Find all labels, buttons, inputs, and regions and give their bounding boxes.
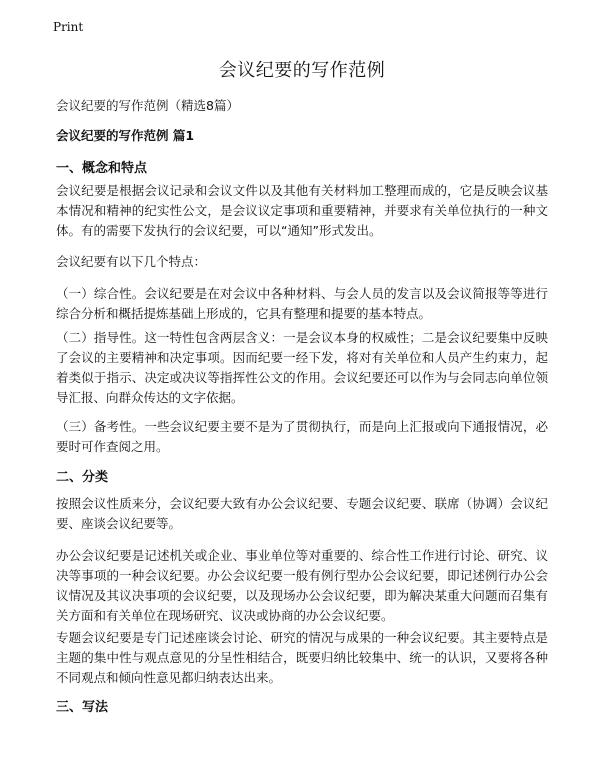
heading-types: 二、分类 [56,470,109,485]
paragraph-types-1: 按照会议性质来分，会议纪要大致有办公会议纪要、专题会议纪要、联席（协调）会议纪要、座谈会议纪要等。 [56,496,548,531]
section-title: 会议纪要的写作范例 篇1 [56,128,195,143]
paragraph-concept-1: 会议纪要是根据会议记录和会议文件以及其他有关材料加工整理而成的，它是反映会议基本情况和精神的纪实性公文，是会议议定事项和重要精神，并要求有关单位执行的一种文体。有的需要下发执行的会议纪要，可以“通知”形式发出。 [56,183,548,238]
paragraph-types-2: 办公会议纪要是记述机关或企业、事业单位等对重要的、综合性工作进行讨论、研究、议决等事项的一种会议纪要。办公会议纪要一般有例行型办公会议纪要，即记述例行办公会议情况及其议决事项的会议纪要，以及现场办公会议纪要，即为解决某重大问题而召集有关方面和有关单位在现场研究、议决或协商的办公会议纪要。 [56,548,548,623]
paragraph-feature-3: （三）备考性。一些会议纪要主要不是为了贯彻执行，而是向上汇报或向下通报情况，必要时可作查阅之用。 [56,419,548,454]
paragraph-feature-1: （一）综合性。会议纪要是在对会议中各种材料、与会人员的发言以及会议简报等等进行综合分析和概括提炼基础上形成的，它具有整理和提要的基本特点。 [56,286,548,321]
document-subtitle: 会议纪要的写作范例（精选8篇） [56,98,239,113]
paragraph-feature-2: （二）指导性。这一特性包含两层含义：一是会议本身的权威性；二是会议纪要集中反映了会议的主要精神和决定事项。因而纪要一经下发，将对有关单位和人员产生约束力，起着类似于指示、决定或决议等指挥性公文的作用。会议纪要还可以作为与会同志向单位领导汇报、向群众传达的文字依据。 [56,330,548,405]
print-link[interactable]: Print [53,20,84,34]
paragraph-concept-2: 会议纪要有以下几个特点： [56,254,207,269]
page-title: 会议纪要的写作范例 [218,60,386,81]
paragraph-types-3: 专题会议纪要是专门记述座谈会讨论、研究的情况与成果的一种会议纪要。其主要特点是主题的集中性与观点意见的分呈性相结合，既要归纳比较集中、统一的认识，又要将各种不同观点和倾向性意见都归纳表达出来。 [56,630,548,685]
heading-writing: 三、写法 [56,700,109,715]
heading-concept: 一、概念和特点 [56,161,148,176]
